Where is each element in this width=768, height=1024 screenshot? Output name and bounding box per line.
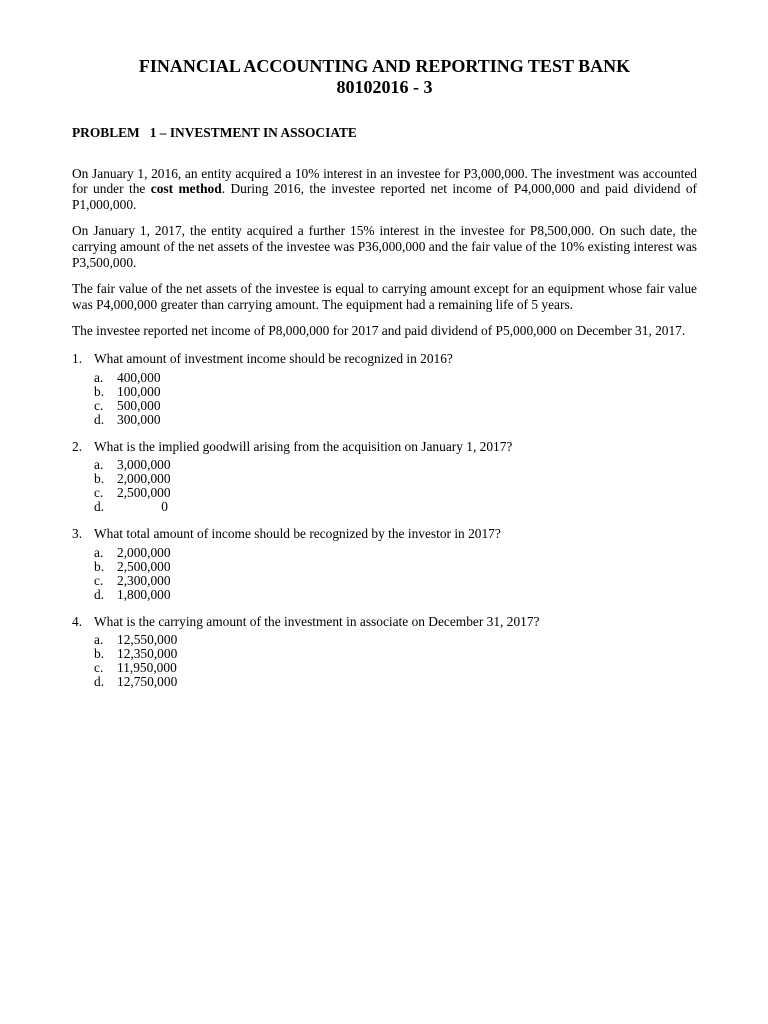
option-letter: d. bbox=[94, 674, 105, 690]
option-value: 11,950,000 bbox=[117, 660, 177, 676]
question-2 bbox=[72, 439, 697, 515]
option-item bbox=[94, 546, 697, 560]
option-item bbox=[94, 413, 697, 427]
option-item bbox=[94, 385, 697, 399]
problem-heading: PROBLEM 1 – INVESTMENT IN ASSOCIATE bbox=[72, 125, 357, 140]
question-line bbox=[72, 439, 697, 455]
question-text: What total amount of income should be recognized by the investor in 2017? bbox=[94, 526, 501, 542]
option-item bbox=[94, 588, 697, 602]
option-value: 500,000 bbox=[117, 397, 161, 413]
option-value: 3,000,000 bbox=[117, 457, 171, 473]
paragraph-3: The fair value of the net assets of the investee is equal to carrying amount except for an equipment whose fair value was P4,000,000 greater than carrying amount. The equipment had a remaining life of 5 years. bbox=[72, 281, 697, 312]
option-value: 400,000 bbox=[117, 369, 161, 385]
paragraph-2: On January 1, 2017, the entity acquired a further 15% interest in the investee for P8,500,000. On such date, the carrying amount of the net assets of the investee was P36,000,000 and the fair value of the 10% existing interest was P3,500,000. bbox=[72, 223, 697, 270]
option-value: 12,350,000 bbox=[117, 646, 178, 662]
document-title bbox=[72, 56, 697, 98]
option-letter: c. bbox=[94, 397, 104, 413]
option-letter: d. bbox=[94, 586, 105, 602]
option-item bbox=[94, 399, 697, 413]
option-item bbox=[94, 458, 697, 472]
option-list bbox=[94, 458, 697, 514]
question-number: 4. bbox=[72, 613, 83, 629]
option-letter: c. bbox=[94, 660, 104, 676]
question-1 bbox=[72, 351, 697, 427]
question-line bbox=[72, 614, 697, 630]
option-letter: c. bbox=[94, 485, 104, 501]
option-item bbox=[94, 633, 697, 647]
question-text: What amount of investment income should be recognized in 2016? bbox=[94, 350, 453, 366]
option-value: 0 bbox=[161, 499, 168, 515]
paragraph-1 bbox=[72, 166, 697, 213]
option-letter: d. bbox=[94, 499, 105, 515]
option-value: 12,550,000 bbox=[117, 632, 178, 648]
option-item bbox=[94, 371, 697, 385]
question-text: What is the carrying amount of the investment in associate on December 31, 2017? bbox=[94, 613, 540, 629]
option-value: 2,500,000 bbox=[117, 558, 171, 574]
option-item bbox=[94, 472, 697, 486]
question-line bbox=[72, 351, 697, 367]
document-page bbox=[72, 56, 697, 701]
option-value: 300,000 bbox=[117, 411, 161, 427]
title-line-2: 80102016 - 3 bbox=[336, 77, 433, 97]
option-letter: b. bbox=[94, 558, 105, 574]
option-item bbox=[94, 486, 697, 500]
option-item bbox=[94, 675, 697, 689]
option-letter: b. bbox=[94, 646, 105, 662]
option-value: 12,750,000 bbox=[117, 674, 178, 690]
option-value: 2,500,000 bbox=[117, 485, 171, 501]
option-list bbox=[94, 371, 697, 427]
option-item bbox=[94, 661, 697, 675]
option-item bbox=[94, 560, 697, 574]
question-list bbox=[72, 351, 697, 689]
paragraph-1-bold-term: cost method bbox=[150, 181, 222, 197]
paragraph-1-text-start: On January 1, 2016, an entity acquired a 10% interest in an investee for P3,000,000. The investment was accounted for under the bbox=[72, 165, 697, 197]
option-list bbox=[94, 633, 697, 689]
option-item bbox=[94, 647, 697, 661]
paragraph-4: The investee reported net income of P8,000,000 for 2017 and paid dividend of P5,000,000 on December 31, 2017. bbox=[72, 323, 686, 339]
paragraph-1-text-end: . During 2016, the investee reported net income of P4,000,000 and paid dividend of P1,000,000. bbox=[72, 181, 697, 212]
option-list bbox=[94, 546, 697, 602]
option-value: 100,000 bbox=[117, 383, 161, 399]
question-text: What is the implied goodwill arising from the acquisition on January 1, 2017? bbox=[94, 438, 513, 454]
option-letter: b. bbox=[94, 471, 105, 487]
option-value: 2,000,000 bbox=[117, 471, 171, 487]
option-value: 1,800,000 bbox=[117, 586, 171, 602]
option-value: 2,300,000 bbox=[117, 572, 171, 588]
option-value: 2,000,000 bbox=[117, 544, 171, 560]
question-number: 2. bbox=[72, 438, 83, 454]
option-letter: d. bbox=[94, 411, 105, 427]
option-letter: a. bbox=[94, 369, 104, 385]
question-line bbox=[72, 526, 697, 542]
title-line-1: FINANCIAL ACCOUNTING AND REPORTING TEST BANK bbox=[138, 56, 631, 76]
question-number: 3. bbox=[72, 526, 83, 542]
option-item bbox=[94, 500, 697, 514]
option-letter: a. bbox=[94, 632, 104, 648]
question-4 bbox=[72, 614, 697, 690]
question-3 bbox=[72, 526, 697, 602]
option-letter: a. bbox=[94, 544, 104, 560]
question-number: 1. bbox=[72, 350, 83, 366]
option-letter: b. bbox=[94, 383, 105, 399]
option-letter: c. bbox=[94, 572, 104, 588]
option-letter: a. bbox=[94, 457, 104, 473]
option-item bbox=[94, 574, 697, 588]
